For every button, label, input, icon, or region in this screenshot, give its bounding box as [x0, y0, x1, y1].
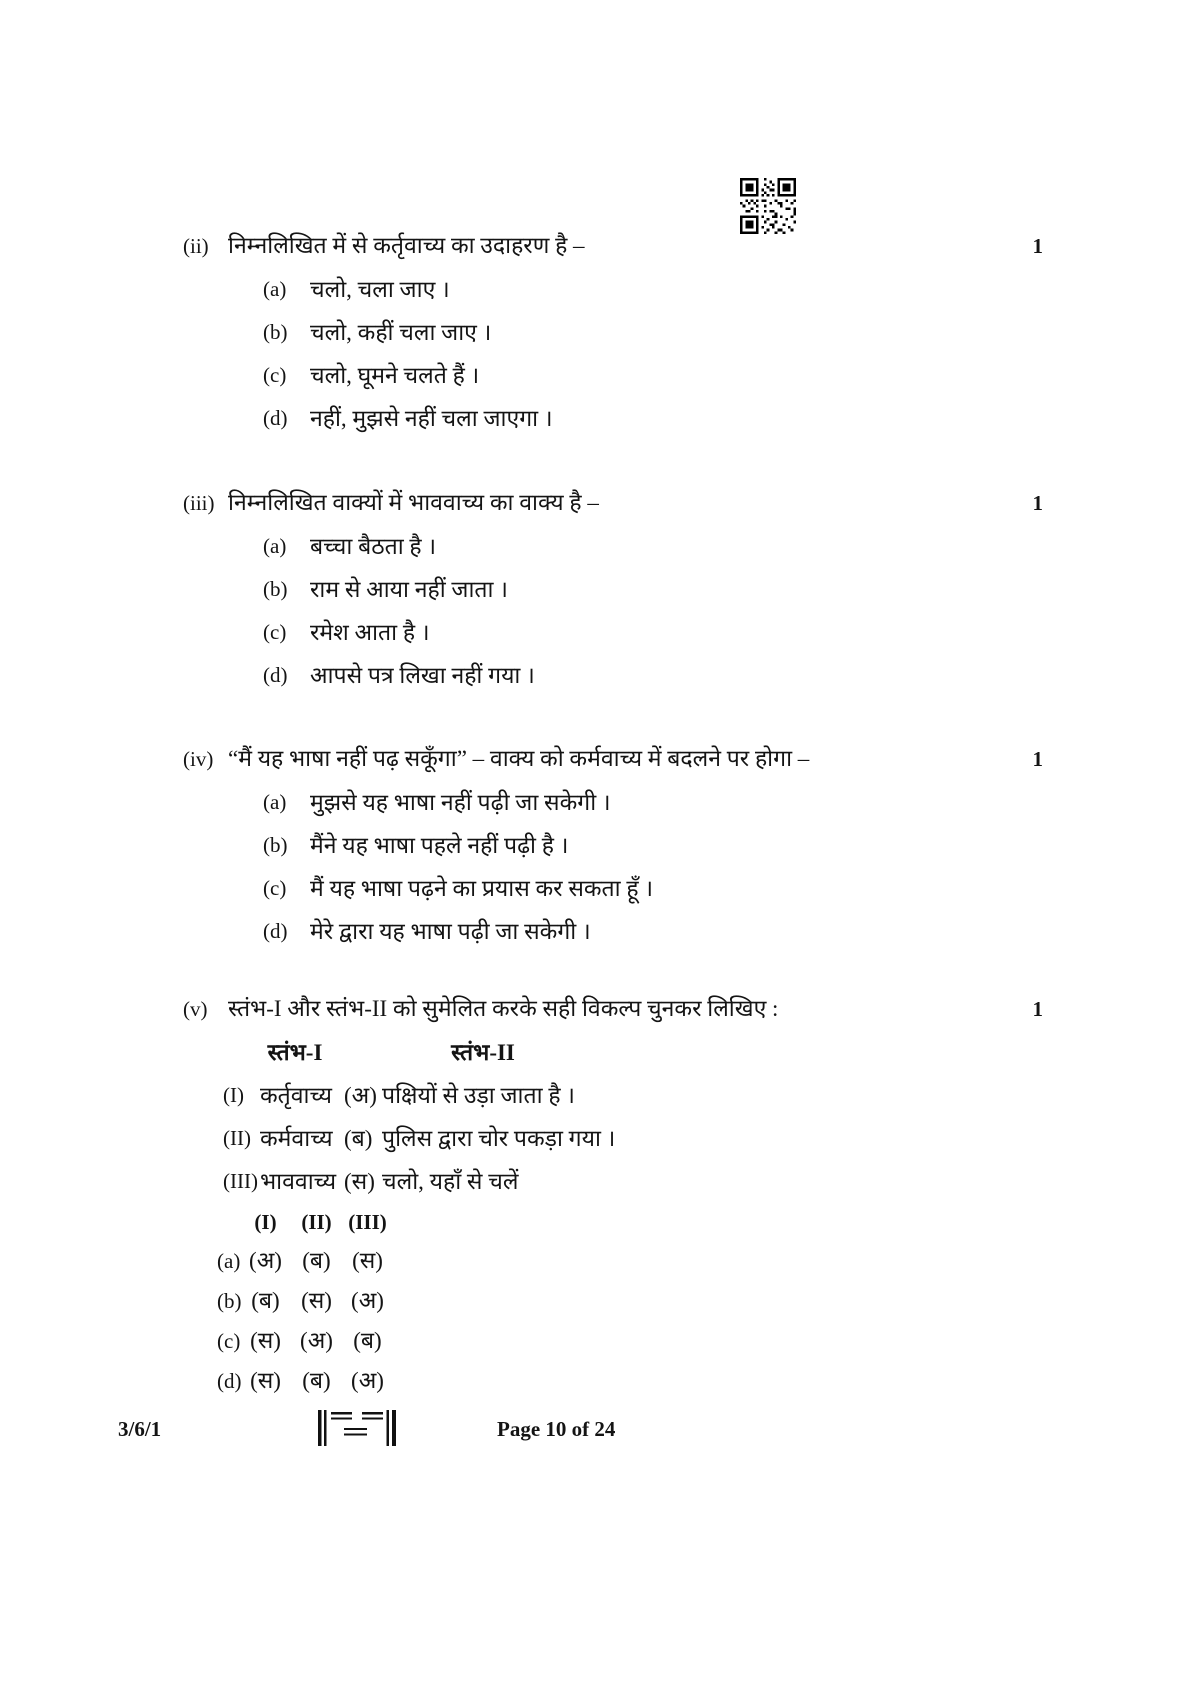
match-desc: पुलिस द्वारा चोर पकड़ा गया । [382, 1126, 616, 1151]
match-roman: (I) [223, 1083, 244, 1107]
answer-value: (स) [250, 1328, 281, 1353]
grid-header-I: (I) [254, 1210, 277, 1234]
answer-value: (अ) [351, 1368, 384, 1393]
answer-grid-header [183, 1203, 1043, 1241]
option-c [263, 867, 1043, 910]
question-marks: 1 [1032, 491, 1043, 515]
match-letter: (ब) [344, 1126, 373, 1151]
answer-value: (स) [352, 1248, 383, 1273]
answer-value: (अ) [351, 1288, 384, 1313]
column-headers [183, 1031, 1043, 1074]
option-text: मुझसे यह भाषा नहीं पढ़ी जा सकेगी । [310, 790, 611, 815]
question-text: निम्नलिखित वाक्यों में भाववाच्य का वाक्य है – [228, 490, 599, 515]
match-term: कर्तृवाच्य [260, 1083, 332, 1108]
question-ii [183, 224, 1043, 440]
option-label: (c) [263, 620, 287, 644]
option-label: (c) [263, 363, 287, 387]
match-row-3 [183, 1160, 1043, 1203]
option-text: नहीं, मुझसे नहीं चला जाएगा । [310, 406, 553, 431]
option-text: चलो, चला जाए । [310, 277, 450, 302]
question-number: (iv) [183, 747, 214, 771]
option-label: (d) [263, 663, 288, 687]
column-2-header: स्तंभ-II [451, 1040, 515, 1065]
option-text: बच्चा बैठता है । [310, 534, 437, 559]
question-header [183, 987, 1043, 1031]
match-roman: (III) [223, 1169, 258, 1193]
option-text: चलो, घूमने चलते हैं । [310, 363, 480, 388]
answer-row-b [183, 1281, 1043, 1321]
question-v [183, 987, 1043, 1401]
option-label: (a) [263, 790, 287, 814]
option-b [263, 824, 1043, 867]
answer-value: (स) [301, 1288, 332, 1313]
match-desc: पक्षियों से उड़ा जाता है । [382, 1083, 575, 1108]
match-row-2 [183, 1117, 1043, 1160]
answer-value: (ब) [251, 1288, 280, 1313]
question-header [183, 224, 1043, 268]
question-text: निम्नलिखित में से कर्तृवाच्य का उदाहरण है – [228, 233, 585, 258]
answer-value: (अ) [300, 1328, 333, 1353]
option-label: (d) [263, 406, 288, 430]
option-text: राम से आया नहीं जाता । [310, 577, 508, 602]
option-label: (d) [263, 919, 288, 943]
option-text: चलो, कहीं चला जाए । [310, 320, 492, 345]
answer-value: (अ) [249, 1248, 282, 1273]
option-text: रमेश आता है । [310, 620, 430, 645]
question-iv [183, 737, 1043, 953]
option-c [263, 611, 1043, 654]
answer-row-label: (d) [217, 1369, 242, 1393]
column-1-header: स्तंभ-I [267, 1040, 323, 1065]
match-letter: (अ) [344, 1083, 377, 1108]
question-number: (iii) [183, 491, 215, 515]
answer-row-label: (a) [217, 1249, 241, 1273]
match-term: कर्मवाच्य [260, 1126, 333, 1151]
option-b [263, 311, 1043, 354]
question-text: स्तंभ-I और स्तंभ-II को सुमेलित करके सही विकल्प चुनकर लिखिए : [228, 996, 779, 1021]
barcode-mark-icon [318, 1410, 396, 1446]
option-text: मैं यह भाषा पढ़ने का प्रयास कर सकता हूँ । [310, 876, 654, 901]
answer-row-label: (c) [217, 1329, 241, 1353]
option-a [263, 781, 1043, 824]
match-desc: चलो, यहाँ से चलें [382, 1169, 519, 1194]
question-header [183, 481, 1043, 525]
answer-value: (ब) [302, 1248, 331, 1273]
option-c [263, 354, 1043, 397]
grid-header-II: (II) [301, 1210, 332, 1234]
option-d [263, 397, 1043, 440]
answer-value: (ब) [302, 1368, 331, 1393]
answer-row-a [183, 1241, 1043, 1281]
option-label: (c) [263, 876, 287, 900]
option-label: (a) [263, 277, 287, 301]
answer-value: (स) [250, 1368, 281, 1393]
option-label: (b) [263, 577, 288, 601]
match-roman: (II) [223, 1126, 251, 1150]
question-text: “मैं यह भाषा नहीं पढ़ सकूँगा” – वाक्य को कर्मवाच्य में बदलने पर होगा – [228, 746, 810, 771]
option-d [263, 910, 1043, 953]
grid-header-III: (III) [348, 1210, 387, 1234]
question-iii [183, 481, 1043, 697]
option-text: मेरे द्वारा यह भाषा पढ़ी जा सकेगी । [310, 919, 591, 944]
question-number: (ii) [183, 234, 209, 258]
question-marks: 1 [1032, 747, 1043, 771]
option-label: (b) [263, 320, 288, 344]
option-text: मैंने यह भाषा पहले नहीं पढ़ी है । [310, 833, 569, 858]
question-number: (v) [183, 997, 208, 1021]
option-a [263, 268, 1043, 311]
match-row-1 [183, 1074, 1043, 1117]
page-number: Page 10 of 24 [497, 1417, 616, 1441]
option-b [263, 568, 1043, 611]
answer-row-d [183, 1361, 1043, 1401]
option-label: (a) [263, 534, 287, 558]
option-d [263, 654, 1043, 697]
answer-row-label: (b) [217, 1289, 242, 1313]
question-header [183, 737, 1043, 781]
question-marks: 1 [1032, 234, 1043, 258]
answer-value: (ब) [353, 1328, 382, 1353]
match-letter: (स) [344, 1169, 375, 1194]
option-label: (b) [263, 833, 288, 857]
option-text: आपसे पत्र लिखा नहीं गया । [310, 663, 535, 688]
question-marks: 1 [1032, 997, 1043, 1021]
option-a [263, 525, 1043, 568]
match-term: भाववाच्य [260, 1169, 337, 1194]
answer-row-c [183, 1321, 1043, 1361]
paper-code: 3/6/1 [118, 1417, 162, 1441]
